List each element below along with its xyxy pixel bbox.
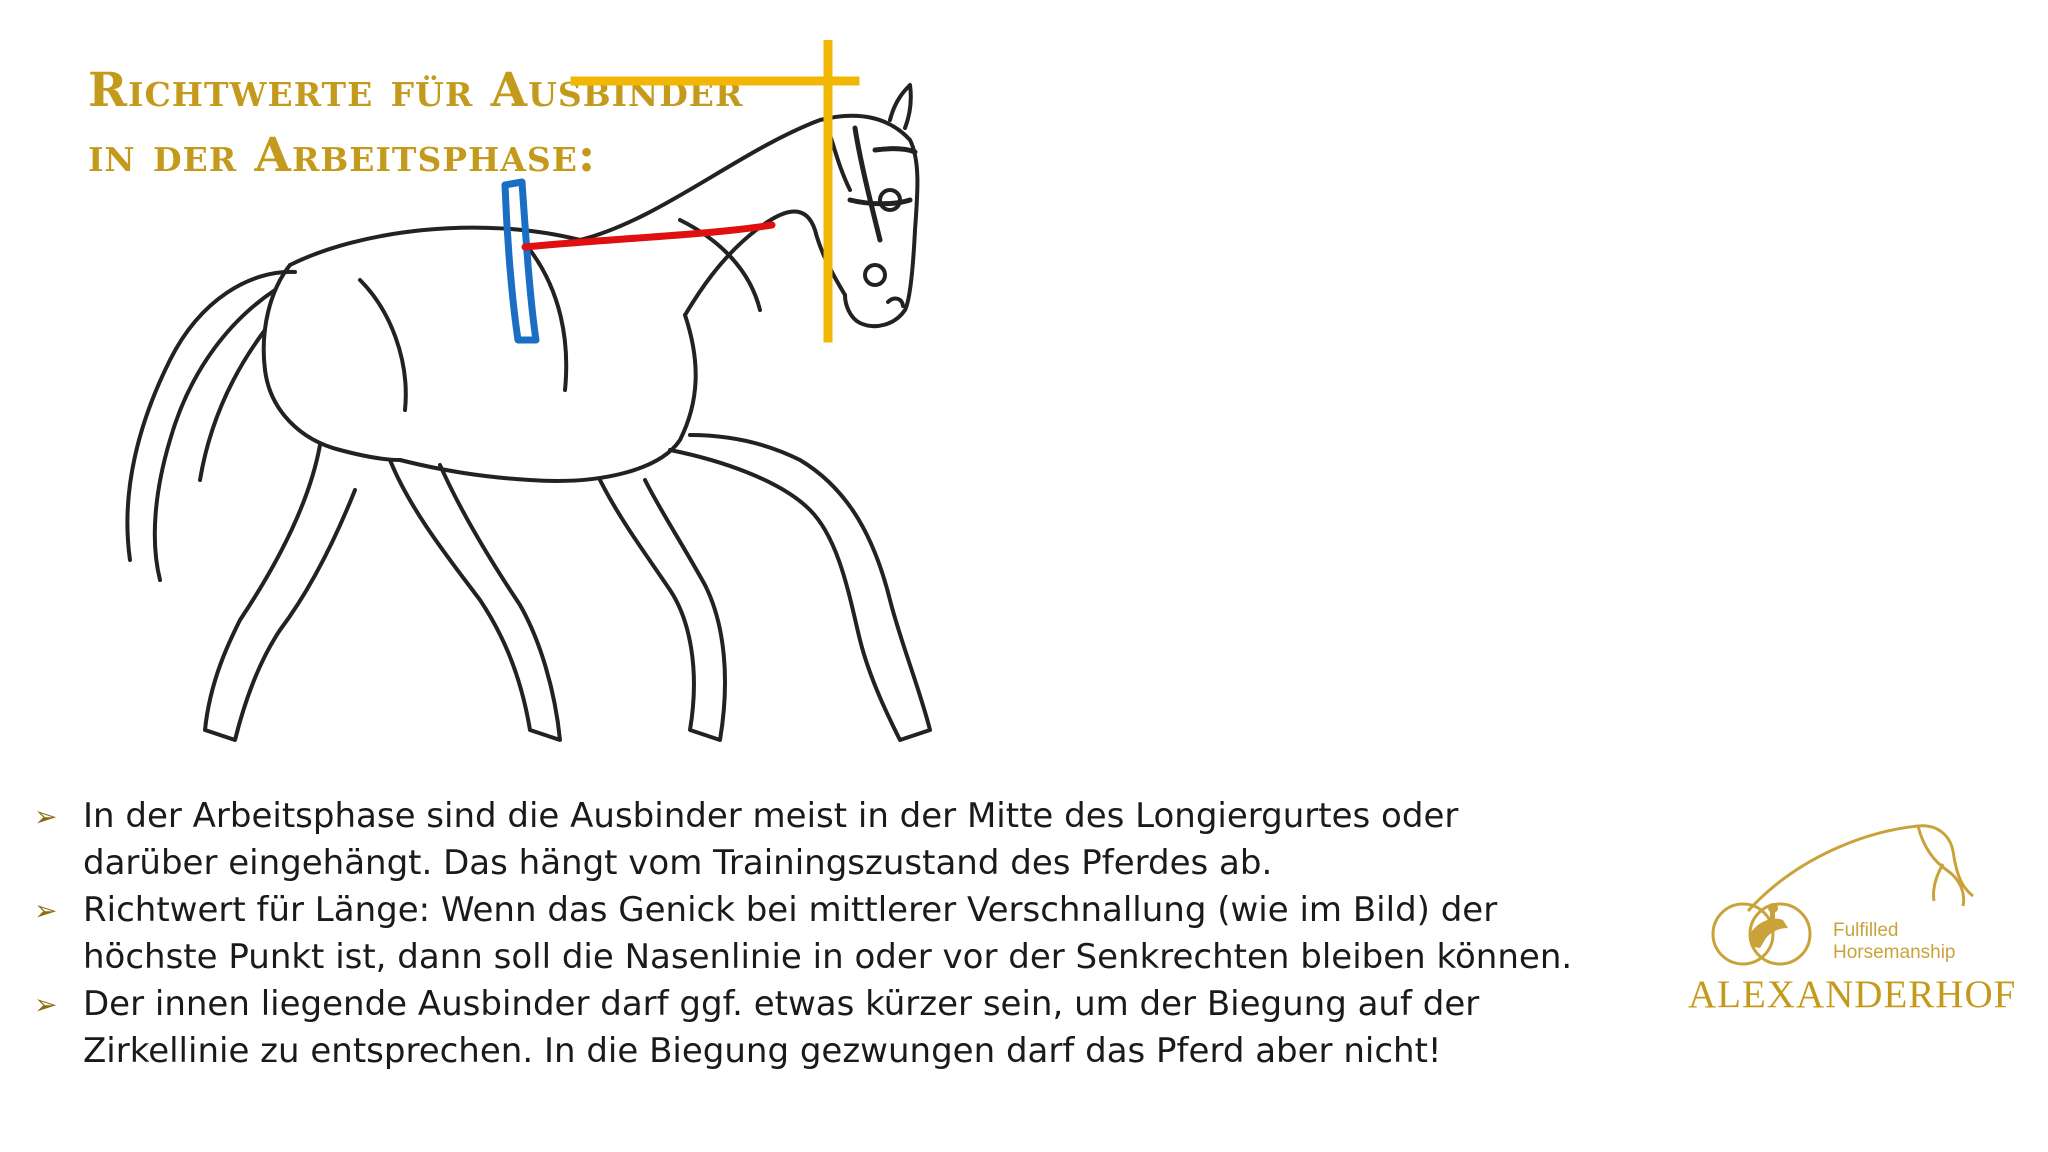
bullet-text: In der Arbeitsphase sind die Ausbinder meist in der Mitte des Longiergurtes oder darüber eingehängt. Das hängt vom Trainingszustand des Pferdes ab. (83, 796, 1459, 883)
logo-tagline-line-2: Horsemanship (1833, 942, 1956, 963)
logo-tagline (1833, 920, 1956, 964)
bullet-text: Der innen liegende Ausbinder darf ggf. etwas kürzer sein, um der Biegung auf der Zirkellinie zu entsprechen. In die Biegung gezwungen darf das Pferd aber nicht! (83, 984, 1480, 1071)
bullet-text: Richtwert für Länge: Wenn das Genick bei mittlerer Verschnallung (wie im Bild) der höchste Punkt ist, dann soll die Nasenlinie in oder vor der Senkrechten bleiben können. (83, 890, 1573, 977)
arrow-bullet-icon: ➢ (34, 800, 58, 833)
bullet-list (30, 793, 1590, 1075)
arrow-bullet-icon: ➢ (34, 988, 58, 1021)
title-line-2: in der Arbeitsphase: (88, 128, 597, 183)
logo-name: ALEXANDERHOF (1688, 973, 2017, 1016)
horse-sketch (127, 85, 930, 740)
horse-illustration (60, 40, 1140, 760)
arrow-bullet-icon: ➢ (34, 894, 58, 927)
title-line-1: Richtwerte für Ausbinder (88, 63, 744, 118)
bullet-item (30, 981, 1590, 1075)
alexanderhof-logo (1688, 816, 2017, 1026)
bullet-item (30, 887, 1590, 981)
bullet-item (30, 793, 1590, 887)
lunging-girth (505, 182, 536, 340)
logo-tagline-line-1: Fulfilled (1833, 920, 1899, 941)
